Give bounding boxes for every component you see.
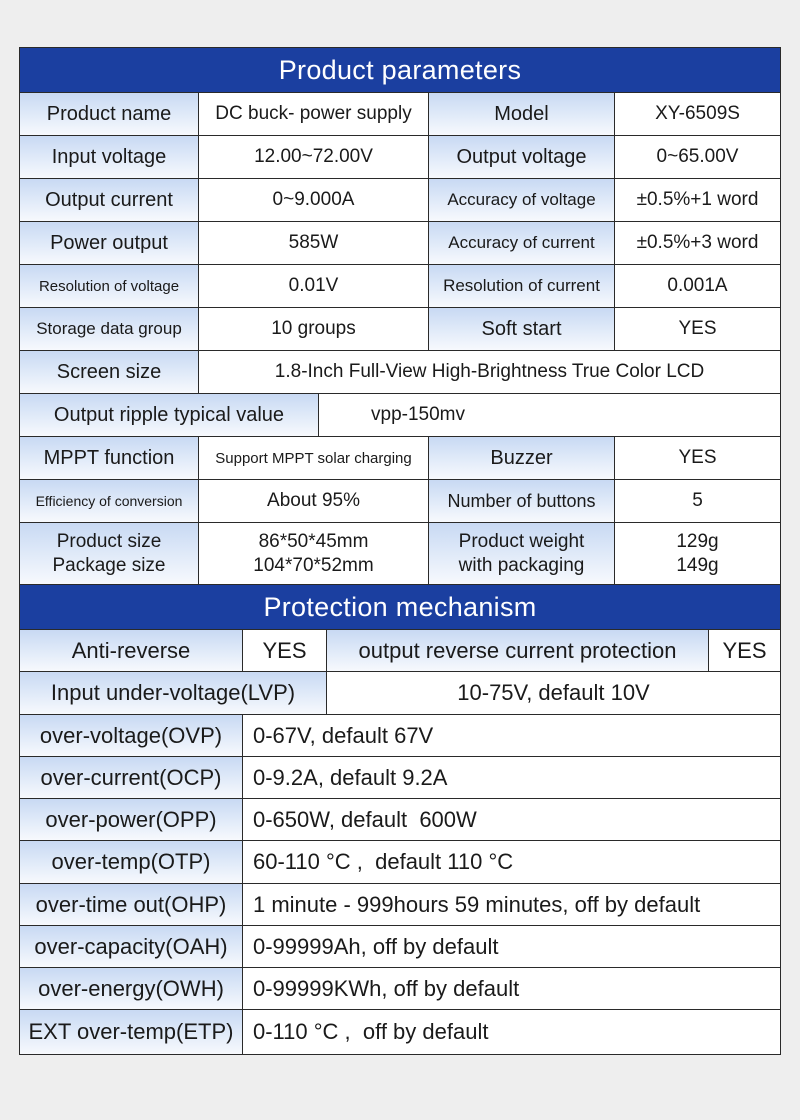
- ohp-value: 1 minute - 999hours 59 minutes, off by default: [242, 884, 780, 925]
- protection-mechanism-header: [20, 585, 780, 630]
- weight-value: [614, 523, 780, 584]
- output-current-value: 0~9.000A: [198, 179, 428, 221]
- row-ovp: [20, 715, 780, 757]
- row-ripple: [20, 394, 780, 437]
- efficiency-label: Efficiency of conversion: [20, 480, 198, 522]
- screen-label: Screen size: [20, 351, 198, 393]
- buttons-label: Number of buttons: [428, 480, 614, 522]
- power-output-label: Power output: [20, 222, 198, 264]
- input-voltage-label: Input voltage: [20, 136, 198, 178]
- product-parameters-header: [20, 48, 780, 93]
- row-ohp: [20, 884, 780, 926]
- buttons-value: 5: [614, 480, 780, 522]
- spec-sheet: [19, 47, 781, 1055]
- weight-label: [428, 523, 614, 584]
- soft-start-label: Soft start: [428, 308, 614, 350]
- accuracy-voltage-label: Accuracy of voltage: [428, 179, 614, 221]
- lvp-value: 10-75V, default 10V: [326, 672, 780, 714]
- output-voltage-label: Output voltage: [428, 136, 614, 178]
- opp-value: 0-650W, default 600W: [242, 799, 780, 840]
- mppt-label: MPPT function: [20, 437, 198, 479]
- reverse-current-label: output reverse current protection: [326, 630, 708, 671]
- row-resolution: [20, 265, 780, 308]
- package-size-label: Package size: [52, 554, 166, 576]
- ocp-label: over-current(OCP): [20, 757, 242, 798]
- row-efficiency: [20, 480, 780, 523]
- ocp-value: 0-9.2A, default 9.2A: [242, 757, 780, 798]
- etp-label: EXT over-temp(ETP): [20, 1010, 242, 1054]
- reverse-current-value: YES: [708, 630, 780, 671]
- output-current-label: Output current: [20, 179, 198, 221]
- buzzer-value: YES: [614, 437, 780, 479]
- input-voltage-value: 12.00~72.00V: [198, 136, 428, 178]
- product-size-value: 86*50*45mm: [258, 530, 369, 552]
- row-anti-reverse: [20, 630, 780, 672]
- protection-mechanism-title: Protection mechanism: [263, 591, 537, 622]
- accuracy-voltage-value: ±0.5%+1 word: [614, 179, 780, 221]
- storage-value: 10 groups: [198, 308, 428, 350]
- row-ocp: [20, 757, 780, 799]
- accuracy-current-label: Accuracy of current: [428, 222, 614, 264]
- size-label: [20, 523, 198, 584]
- resolution-current-label: Resolution of current: [428, 265, 614, 307]
- ohp-label: over-time out(OHP): [20, 884, 242, 925]
- resolution-current-value: 0.001A: [614, 265, 780, 307]
- power-output-value: 585W: [198, 222, 428, 264]
- anti-reverse-value: YES: [242, 630, 326, 671]
- anti-reverse-label: Anti-reverse: [20, 630, 242, 671]
- storage-label: Storage data group: [20, 308, 198, 350]
- lvp-label: Input under-voltage(LVP): [20, 672, 326, 714]
- owh-label: over-energy(OWH): [20, 968, 242, 1009]
- row-etp: [20, 1010, 780, 1054]
- owh-value: 0-99999KWh, off by default: [242, 968, 780, 1009]
- product-name-value: DC buck- power supply: [198, 93, 428, 135]
- row-screen: [20, 351, 780, 394]
- size-value: [198, 523, 428, 584]
- output-voltage-value: 0~65.00V: [614, 136, 780, 178]
- ovp-label: over-voltage(OVP): [20, 715, 242, 756]
- efficiency-value: About 95%: [198, 480, 428, 522]
- packaging-weight-value: 149g: [676, 554, 719, 576]
- row-power: [20, 222, 780, 265]
- row-voltage: [20, 136, 780, 179]
- product-weight-label: Product weight: [458, 530, 585, 552]
- model-label: Model: [428, 93, 614, 135]
- row-current: [20, 179, 780, 222]
- mppt-value: Support MPPT solar charging: [198, 437, 428, 479]
- row-product-name: [20, 93, 780, 136]
- oah-value: 0-99999Ah, off by default: [242, 926, 780, 967]
- opp-label: over-power(OPP): [20, 799, 242, 840]
- ripple-value: vpp-150mv: [318, 394, 780, 436]
- ripple-label: Output ripple typical value: [20, 394, 318, 436]
- otp-value: 60-110 °C , default 110 °C: [242, 841, 780, 883]
- otp-label: over-temp(OTP): [20, 841, 242, 883]
- soft-start-value: YES: [614, 308, 780, 350]
- product-weight-value: 129g: [676, 530, 719, 552]
- row-otp: [20, 841, 780, 884]
- product-size-label: Product size: [56, 530, 162, 552]
- packaging-weight-label: with packaging: [458, 554, 585, 576]
- row-size-weight: [20, 523, 780, 585]
- product-name-label: Product name: [20, 93, 198, 135]
- product-parameters-title: Product parameters: [278, 54, 522, 85]
- row-opp: [20, 799, 780, 841]
- row-mppt: [20, 437, 780, 480]
- row-oah: [20, 926, 780, 968]
- package-size-value: 104*70*52mm: [253, 554, 374, 576]
- accuracy-current-value: ±0.5%+3 word: [614, 222, 780, 264]
- resolution-voltage-value: 0.01V: [198, 265, 428, 307]
- resolution-voltage-label: Resolution of voltage: [20, 265, 198, 307]
- model-value: XY-6509S: [614, 93, 780, 135]
- etp-value: 0-110 °C , off by default: [242, 1010, 780, 1054]
- buzzer-label: Buzzer: [428, 437, 614, 479]
- screen-value: 1.8-Inch Full-View High-Brightness True Color LCD: [198, 351, 780, 393]
- ovp-value: 0-67V, default 67V: [242, 715, 780, 756]
- oah-label: over-capacity(OAH): [20, 926, 242, 967]
- row-owh: [20, 968, 780, 1010]
- row-storage: [20, 308, 780, 351]
- row-lvp: [20, 672, 780, 715]
